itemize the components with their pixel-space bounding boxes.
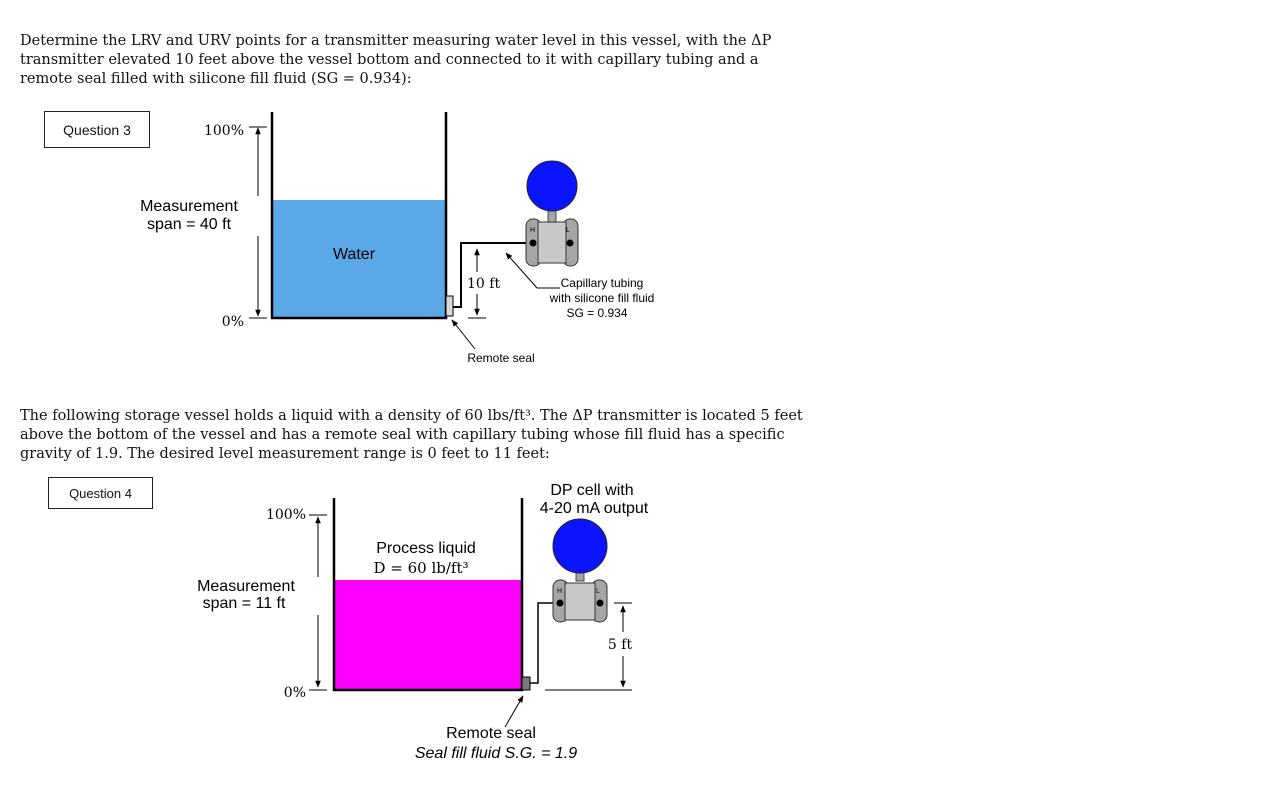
span-label-line2: span = 11 ft <box>202 595 286 612</box>
question4-prompt: The following storage vessel holds a liquid with a density of 60 lbs/ft³. The ΔP transmitter is located 5 feet above the bottom of the vessel and has a remote seal with capillary tubing whose fill fluid has a specific gravity of 1.9. The desired level measurement range is 0 feet to 11 feet: <box>20 408 803 462</box>
liquid-label: Water <box>332 246 376 263</box>
remote-seal <box>446 296 453 316</box>
capillary-label-line3: SG = 0.934 <box>566 306 628 320</box>
remote-seal-leader <box>505 696 523 727</box>
span-label-line1: Measurement <box>140 198 238 215</box>
dp-transmitter <box>526 161 578 266</box>
port-h: H <box>557 588 563 595</box>
remote-seal-leader <box>452 320 475 349</box>
question3-label: Question 3 <box>44 111 150 148</box>
remote-seal-label: Remote seal <box>467 351 535 365</box>
bottom-percent: 0% <box>221 314 244 330</box>
port-l: L <box>596 588 600 595</box>
seal-fill-label: Seal fill fluid S.G. = 1.9 <box>414 745 578 762</box>
bottom-percent: 0% <box>283 685 306 701</box>
process-liquid-fill <box>335 580 521 690</box>
top-percent: 100% <box>203 123 244 139</box>
capillary-label-line2: with silicone fill fluid <box>549 291 655 305</box>
question3-diagram <box>140 112 654 365</box>
dp-cell-label-line1: DP cell with <box>550 482 634 499</box>
top-percent: 100% <box>265 507 306 523</box>
elevation-label: 5 ft <box>607 637 633 653</box>
question4-diagram <box>197 482 649 762</box>
capillary-tubing <box>453 243 528 307</box>
port-h: H <box>530 227 536 234</box>
remote-seal <box>522 677 530 690</box>
liquid-label-line2: D = 60 lb/ft³ <box>373 559 469 577</box>
span-label-line1: Measurement <box>197 578 295 595</box>
question3-prompt: Determine the LRV and URV points for a transmitter measuring water level in this vessel, with the ΔP transmitter elevated 10 feet above the vessel bottom and connected to it with capillary tubing and a remote seal filled with silicone fill fluid (SG = 0.934): <box>20 33 772 87</box>
liquid-label-line1: Process liquid <box>376 540 476 557</box>
question4-label: Question 4 <box>48 477 153 509</box>
remote-seal-label: Remote seal <box>446 725 536 742</box>
capillary-tubing <box>530 603 556 683</box>
capillary-label-line1: Capillary tubing <box>560 276 644 290</box>
elevation-label: 10 ft <box>467 276 501 292</box>
dp-cell-label-line2: 4-20 mA output <box>539 500 649 517</box>
span-label-line2: span = 40 ft <box>146 216 232 233</box>
dp-transmitter <box>553 519 607 622</box>
port-l: L <box>566 227 570 234</box>
